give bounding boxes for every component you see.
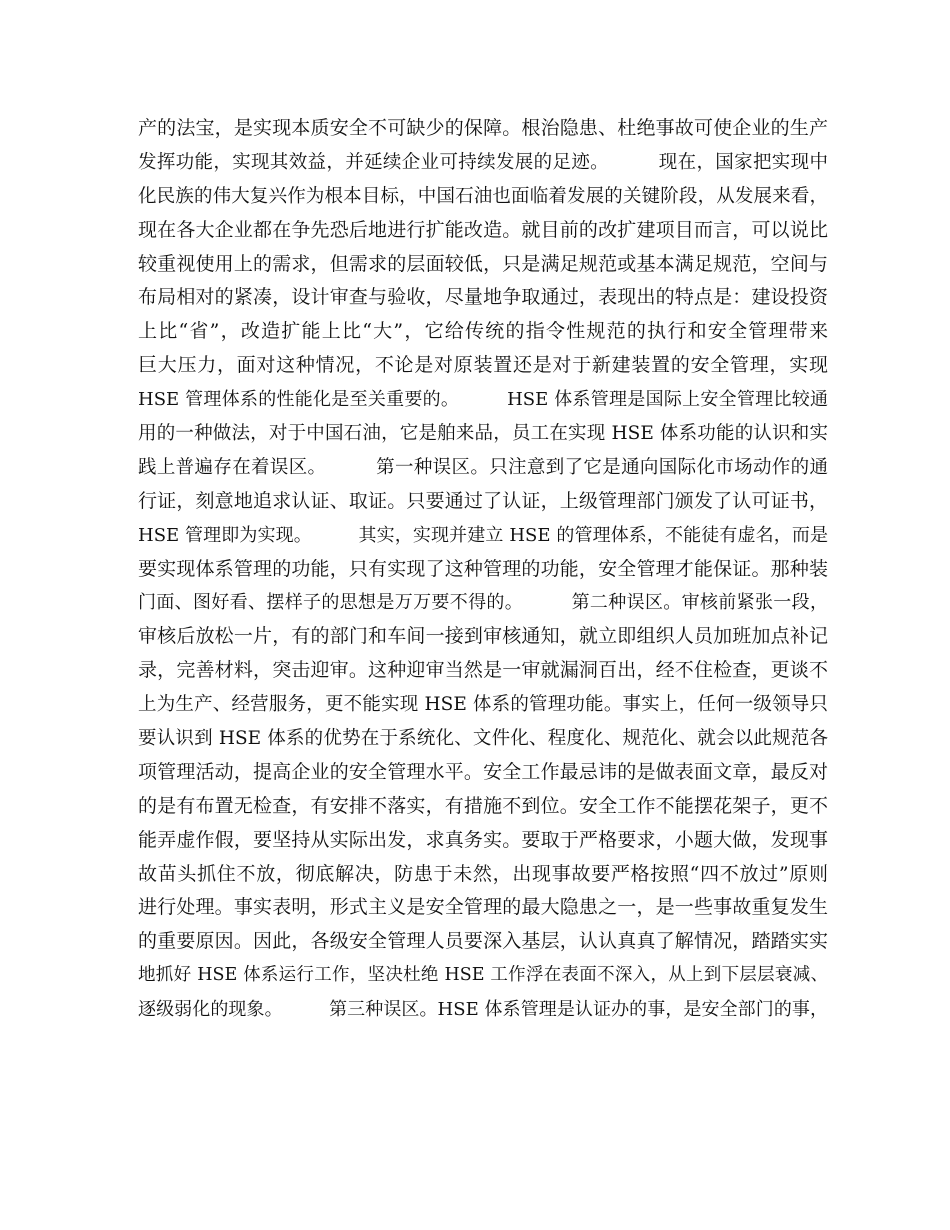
text-line: 故苗头抓住不放，彻底解决，防患于未然，出现事故要严格按照“四不放过”原则 <box>138 862 828 885</box>
text-line: 能弄虚作假，要坚持从实际出发，求真务实。要取于严格要求，小题大做，发现事 <box>138 828 828 851</box>
text-line: HSE 管理即为实现。 其实，实现并建立 HSE 的管理体系，不能徒有虚名，而是 <box>138 524 828 546</box>
text-line: 审核后放松一片，有的部门和车间一接到审核通知，就立即组织人员加班加点补记 <box>138 625 828 648</box>
text-line: 要认识到 HSE 体系的优势在于系统化、文件化、程度化、规范化、就会以此规范各 <box>138 728 828 750</box>
body-text <box>138 112 828 1027</box>
text-line: 地抓好 HSE 体系运行工作，坚决杜绝 HSE 工作浮在表面不深入，从上到下层层衰减、 <box>138 965 828 986</box>
text-line: 较重视使用上的需求，但需求的层面较低，只是满足规范或基本满足规范，空间与 <box>138 252 828 275</box>
text-line: 布局相对的紧凑，设计审查与验收，尽量地争取通过，表现出的特点是：建设投资 <box>138 286 828 309</box>
text-line: 化民族的伟大复兴作为根本目标，中国石油也面临着发展的关键阶段，从发展来看， <box>138 185 828 207</box>
text-line: 产的法宝，是实现本质安全不可缺少的保障。根治隐患、杜绝事故可使企业的生产 <box>138 117 828 139</box>
text-line: 录，完善材料，突击迎审。这种迎审当然是一审就漏洞百出，经不住检查，更谈不 <box>138 659 828 682</box>
text-line: 上为生产、经营服务，更不能实现 HSE 体系的管理功能。事实上，任何一级领导只 <box>138 694 828 716</box>
text-line: 巨大压力，面对这种情况，不论是对原装置还是对于新建装置的安全管理，实现 <box>138 354 828 377</box>
text-line: 进行处理。事实表明，形式主义是安全管理的最大隐患之一，是一些事故重复发生 <box>138 896 828 919</box>
text-line: 项管理活动，提高企业的安全管理水平。安全工作最忌讳的是做表面文章，最反对 <box>138 760 828 783</box>
text-line: 上比“省”，改造扩能上比“大”，它给传统的指令性规范的执行和安全管理带来 <box>138 320 828 343</box>
text-line: 的是有布置无检查，有安排不落实，有措施不到位。安全工作不能摆花架子，更不 <box>138 794 828 817</box>
text-line: 发挥功能，实现其效益，并延续企业可持续发展的足迹。 现在，国家把实现中 <box>138 151 828 173</box>
text-line: 用的一种做法，对于中国石油，它是舶来品，员工在实现 HSE 体系功能的认识和实 <box>138 423 828 445</box>
text-line: 行证，刻意地追求认证、取证。只要通过了认证，上级管理部门颁发了认可证书， <box>138 489 828 512</box>
text-line: 要实现体系管理的功能，只有实现了这种管理的功能，安全管理才能保证。那种装 <box>138 557 828 580</box>
text-line: 门面、图好看、摆样子的思想是万万要不得的。 第二种误区。审核前紧张一段， <box>138 592 828 614</box>
text-line: HSE 管理体系的性能化是至关重要的。 HSE 体系管理是国际上安全管理比较通 <box>138 389 828 411</box>
text-line: 践上普遍存在着误区。 第一种误区。只注意到了它是通向国际化市场动作的通 <box>138 456 828 478</box>
text-line: 现在各大企业都在争先恐后地进行扩能改造。就目前的改扩建项目而言，可以说比 <box>138 218 828 241</box>
text-line: 逐级弱化的现象。 第三种误区。HSE 体系管理是认证办的事，是安全部门的事， <box>138 999 828 1021</box>
text-line: 的重要原因。因此，各级安全管理人员要深入基层，认认真真了解情况，踏踏实实 <box>138 930 828 953</box>
